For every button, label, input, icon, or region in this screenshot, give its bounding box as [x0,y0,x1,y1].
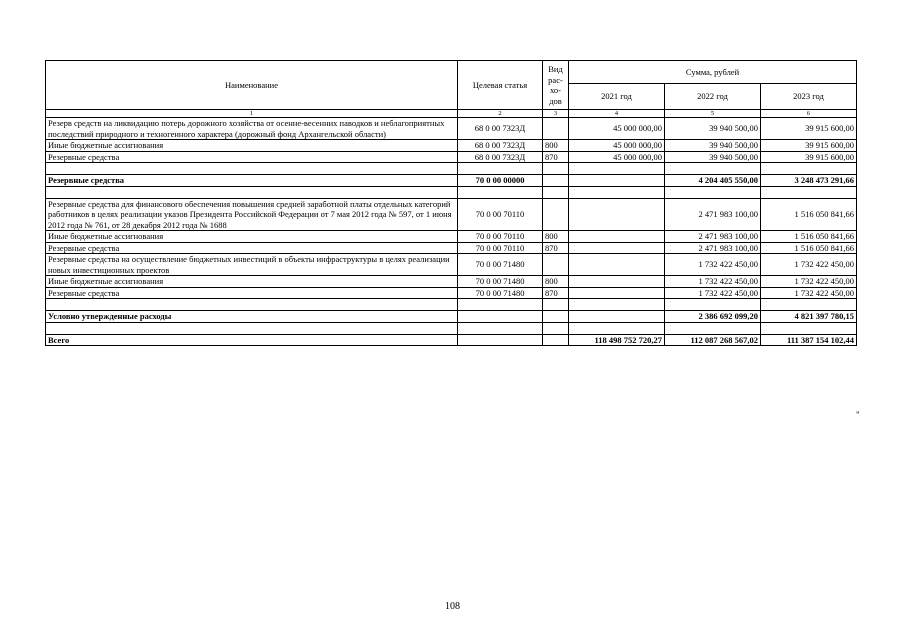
row-sum-2023: 1 516 050 841,66 [761,231,857,243]
table-row [46,242,857,254]
row-kind: 870 [543,151,569,163]
header-article: Целевая статья [458,61,543,110]
spacer-row [46,322,857,334]
row-sum-2021: 118 498 752 720,27 [569,334,665,346]
row-name: Резервные средства [46,242,458,254]
row-article [458,334,543,346]
row-article: 70 0 00 70110 [458,198,543,231]
row-sum-2023: 39 915 600,00 [761,140,857,152]
table-row [46,276,857,288]
header-year-2022: 2022 год [665,84,761,110]
spacer-row [46,299,857,311]
row-sum-2022: 39 940 500,00 [665,151,761,163]
row-sum-2021: 45 000 000,00 [569,118,665,140]
table-row [46,254,857,276]
column-number: 6 [761,110,857,118]
row-sum-2021 [569,198,665,231]
row-name: Иные бюджетные ассигнования [46,140,458,152]
row-sum-2022: 2 471 983 100,00 [665,242,761,254]
row-sum-2023: 111 387 154 102,44 [761,334,857,346]
row-sum-2023: 4 821 397 780,15 [761,311,857,323]
row-article: 70 0 00 71480 [458,287,543,299]
row-kind [543,175,569,187]
row-sum-2022: 39 940 500,00 [665,140,761,152]
table-row [46,140,857,152]
row-name: Резервные средства для финансового обеспечения повышения средней заработной платы отдельных категорий работников в целях реализации указов Президента Российской Федерации от 7 мая 2012 года № 597, от 1 июня 2012 года № 761, от 28 декабря 2012 года № 1688 [46,198,458,231]
table-row [46,231,857,243]
row-article [458,311,543,323]
row-sum-2023: 1 516 050 841,66 [761,198,857,231]
table-row [46,151,857,163]
row-sum-2023: 39 915 600,00 [761,151,857,163]
column-number: 3 [543,110,569,118]
row-sum-2022: 39 940 500,00 [665,118,761,140]
column-numbers-row [46,110,857,118]
row-sum-2022: 1 732 422 450,00 [665,287,761,299]
row-sum-2021 [569,254,665,276]
row-name: Иные бюджетные ассигнования [46,231,458,243]
row-sum-2022: 112 087 268 567,02 [665,334,761,346]
row-sum-2021 [569,175,665,187]
closing-quote: " [856,410,860,420]
column-number: 5 [665,110,761,118]
column-number: 2 [458,110,543,118]
table-header-row [46,61,857,84]
row-sum-2021: 45 000 000,00 [569,151,665,163]
row-sum-2023: 1 732 422 450,00 [761,276,857,288]
row-sum-2021 [569,242,665,254]
row-sum-2023: 3 248 473 291,66 [761,175,857,187]
row-kind [543,198,569,231]
table-row [46,198,857,231]
header-sum: Сумма, рублей [569,61,857,84]
row-sum-2022: 4 204 405 550,00 [665,175,761,187]
table-row [46,287,857,299]
row-name: Условно утвержденные расходы [46,311,458,323]
row-name: Всего [46,334,458,346]
row-name: Резервные средства [46,151,458,163]
row-kind [543,311,569,323]
spacer-row [46,186,857,198]
row-sum-2023: 1 516 050 841,66 [761,242,857,254]
row-article: 70 0 00 00000 [458,175,543,187]
row-kind: 870 [543,287,569,299]
table-row-total [46,334,857,346]
row-article: 70 0 00 70110 [458,231,543,243]
row-kind: 800 [543,276,569,288]
column-number: 1 [46,110,458,118]
row-name: Резерв средств на ликвидацию потерь дорожного хозяйства от осенне-весенних паводков и неблагоприятных последствий природного и техногенного характера (дорожный фонд Архангельской области) [46,118,458,140]
row-sum-2023: 39 915 600,00 [761,118,857,140]
header-name: Наименование [46,61,458,110]
row-kind [543,334,569,346]
row-sum-2021 [569,276,665,288]
row-name: Иные бюджетные ассигнования [46,276,458,288]
row-kind [543,254,569,276]
column-number: 4 [569,110,665,118]
row-sum-2023: 1 732 422 450,00 [761,287,857,299]
row-sum-2023: 1 732 422 450,00 [761,254,857,276]
budget-table [45,60,857,346]
row-article: 68 0 00 7323Д [458,118,543,140]
row-sum-2021 [569,311,665,323]
table-row [46,311,857,323]
table-row [46,175,857,187]
row-sum-2022: 2 386 692 099,20 [665,311,761,323]
row-sum-2022: 1 732 422 450,00 [665,254,761,276]
row-sum-2021: 45 000 000,00 [569,140,665,152]
row-article: 70 0 00 71480 [458,254,543,276]
row-article: 68 0 00 7323Д [458,151,543,163]
row-kind: 870 [543,242,569,254]
row-sum-2022: 2 471 983 100,00 [665,198,761,231]
header-expense-kind: Вид рас- хо- дов [543,61,569,110]
row-kind: 800 [543,231,569,243]
row-sum-2021 [569,287,665,299]
row-article: 70 0 00 70110 [458,242,543,254]
page-number: 108 [445,601,460,612]
table-row [46,118,857,140]
header-year-2023: 2023 год [761,84,857,110]
row-sum-2021 [569,231,665,243]
row-article: 70 0 00 71480 [458,276,543,288]
row-sum-2022: 2 471 983 100,00 [665,231,761,243]
row-kind [543,118,569,140]
spacer-row [46,163,857,175]
header-year-2021: 2021 год [569,84,665,110]
row-name: Резервные средства на осуществление бюджетных инвестиций в объекты инфраструктуры в целях реализации новых инвестиционных проектов [46,254,458,276]
row-name: Резервные средства [46,287,458,299]
row-name: Резервные средства [46,175,458,187]
row-article: 68 0 00 7323Д [458,140,543,152]
row-kind: 800 [543,140,569,152]
row-sum-2022: 1 732 422 450,00 [665,276,761,288]
